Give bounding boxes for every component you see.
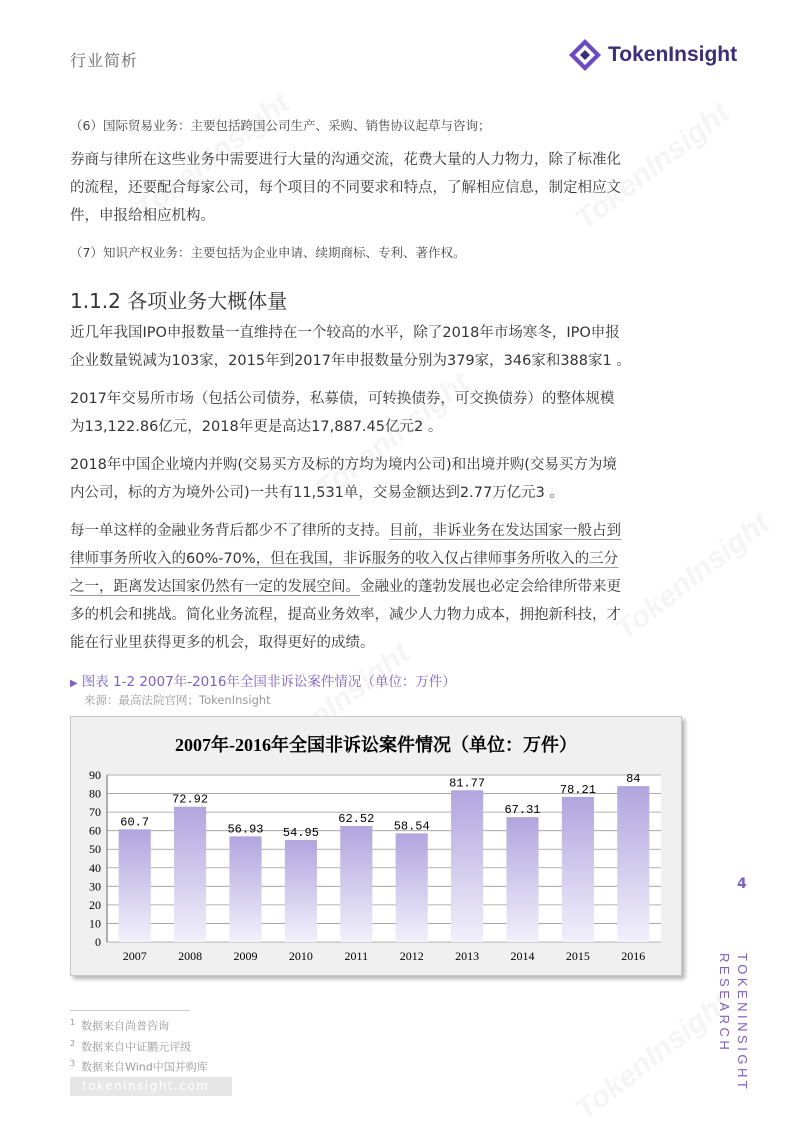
- text-line: 多的机会和挑战。简化业务流程，提高业务效率，减少人力物力成本，拥抱新科技，才: [70, 607, 621, 623]
- y-tick-label: 60: [89, 823, 101, 838]
- footnote-text: 数据来自尚普咨询: [81, 1019, 170, 1033]
- text-line: 2018年中国企业境内并购(交易买方及标的方均为境内公司)和出境并购(交易买方为境: [70, 457, 617, 473]
- bar: [617, 786, 649, 942]
- text-segment: 每一单这样的金融业务背后都少不了律所的支持。: [70, 523, 389, 539]
- y-tick-label: 30: [89, 879, 101, 894]
- y-tick-label: 0: [95, 935, 101, 949]
- text-line: 券商与律所在这些业务中需要进行大量的沟通交流，花费大量的人力物力，除了标准化: [70, 152, 621, 168]
- paragraph-item-6: （6）国际贸易业务：主要包括跨国公司生产、采购、销售协议起草与咨询；: [70, 118, 491, 133]
- x-tick-label: 2011: [344, 949, 369, 963]
- footnotes: [70, 1014, 208, 1076]
- underlined-text: 律师事务所收入的60%-70%，但在我国，非诉服务的收入仅占律师事务所收入的三分: [70, 551, 619, 567]
- footnote-number: 3: [70, 1059, 76, 1069]
- paragraph-bond: [70, 385, 680, 441]
- bar: [562, 797, 594, 942]
- footnote-divider: [70, 1010, 190, 1011]
- x-tick-label: 2014: [510, 949, 535, 963]
- bar-value-label: 60.7: [120, 815, 150, 830]
- watermark: [569, 986, 736, 1127]
- bar-chart: [71, 717, 681, 975]
- bar: [340, 826, 372, 942]
- page-number: 4: [737, 876, 747, 892]
- text-line: 件，申报给相应机构。: [70, 208, 215, 224]
- bar: [174, 807, 206, 942]
- y-tick-label: 70: [89, 805, 101, 820]
- text-line: 2017年交易所市场（包括公司债券，私募债，可转换债券，可交换债券）的整体规模: [70, 391, 615, 407]
- bar-value-label: 78.21: [559, 782, 596, 797]
- footnote: [70, 1035, 208, 1056]
- text-line: 的流程，还要配合每家公司，每个项目的不同要求和特点，了解相应信息，制定相应文: [70, 180, 621, 196]
- footnote: [70, 1055, 208, 1076]
- figure-title: [70, 670, 456, 690]
- text-line: 为13,122.86亿元，2018年更是高达17,887.45亿元2 。: [70, 419, 443, 435]
- bar-value-label: 58.54: [393, 819, 430, 834]
- bar-value-label: 81.77: [449, 776, 486, 791]
- paragraph-ma: [70, 451, 680, 507]
- x-tick-label: 2015: [565, 949, 590, 963]
- bar-value-label: 84: [626, 772, 641, 787]
- x-tick-label: 2007: [122, 949, 147, 963]
- logo-text: TokenInsight: [608, 43, 738, 66]
- text-line: [70, 573, 680, 601]
- bar: [396, 833, 428, 942]
- figure-title-text: 图表 1-2 2007年-2016年全国非诉讼案件情况（单位：万件）: [81, 674, 456, 690]
- x-tick-label: 2008: [178, 949, 203, 963]
- y-tick-label: 40: [89, 860, 101, 875]
- y-tick-label: 90: [89, 768, 101, 782]
- footnote: [70, 1014, 208, 1035]
- y-tick-label: 50: [89, 842, 101, 857]
- chart-container: [70, 716, 682, 976]
- underlined-text: 之一，距离发达国家仍然有一定的发展空间。: [70, 579, 360, 595]
- y-tick-label: 80: [89, 786, 101, 801]
- bar-value-label: 72.92: [172, 792, 209, 807]
- chart-title: 2007年-2016年全国非诉讼案件情况（单位：万件）: [175, 735, 577, 755]
- x-tick-label: 2013: [455, 949, 480, 963]
- bar: [451, 790, 483, 942]
- x-tick-label: 2010: [288, 949, 313, 963]
- footnote-number: 1: [70, 1018, 76, 1027]
- bar: [119, 829, 151, 942]
- paragraph-law-firms: [70, 517, 680, 657]
- section-label: 行业简析: [70, 51, 139, 70]
- paragraph-communication: [70, 146, 680, 230]
- x-tick-label: 2012: [399, 949, 424, 963]
- brand-line-1: TOKENINSIGHT: [735, 953, 750, 1093]
- paragraph-item-7: （7）知识产权业务：主要包括为企业申请、续期商标、专利、著作权。: [70, 245, 466, 260]
- bar-value-label: 56.93: [227, 822, 264, 837]
- tokeninsight-logo-icon: [568, 38, 602, 72]
- bar: [285, 840, 317, 942]
- bar: [229, 836, 261, 942]
- figure-source: 来源：最高法院官网；TokenInsight: [84, 693, 271, 707]
- underlined-text: 目前，非诉业务在发达国家一般占到: [389, 523, 621, 539]
- x-tick-label: 2009: [233, 949, 258, 963]
- site-url-link[interactable]: tokeninsight.com: [70, 1077, 232, 1096]
- logo: [568, 38, 737, 72]
- bar-value-label: 54.95: [282, 826, 319, 841]
- text-line: 能在行业里获得更多的机会，取得更好的成绩。: [70, 635, 375, 651]
- text-line: 近几年我国IPO申报数量一直维持在一个较高的水平，除了2018年市场寒冬，IPO申报: [70, 325, 620, 341]
- bar-value-label: 67.31: [504, 803, 541, 818]
- text-segment: 金融业的蓬勃发展也必定会给律所带来更: [360, 579, 621, 595]
- bar: [506, 817, 538, 942]
- brand-line-2: RESEARCH: [717, 953, 732, 1054]
- footnote-text: 数据来自中证鹏元评级: [81, 1040, 192, 1054]
- text-line: [70, 517, 680, 545]
- text-line: 内公司，标的方为境外公司)一共有11,531单，交易金额达到2.77万亿元3 。: [70, 485, 565, 501]
- section-heading: 1.1.2 各项业务大概体量: [70, 289, 288, 313]
- bar-value-label: 62.52: [338, 811, 375, 826]
- vertical-brand: [717, 953, 757, 1093]
- x-tick-label: 2016: [621, 949, 646, 963]
- text-line: 企业数量锐减为103家，2015年到2017年申报数量分别为379家，346家和388家1 。: [70, 353, 631, 369]
- triangle-marker-icon: ▶: [70, 678, 78, 689]
- y-tick-label: 10: [89, 916, 101, 931]
- y-tick-label: 20: [89, 897, 101, 912]
- footnote-number: 2: [70, 1038, 76, 1048]
- footnote-text: 数据来自Wind中国并购库: [81, 1060, 208, 1074]
- paragraph-ipo: [70, 319, 680, 375]
